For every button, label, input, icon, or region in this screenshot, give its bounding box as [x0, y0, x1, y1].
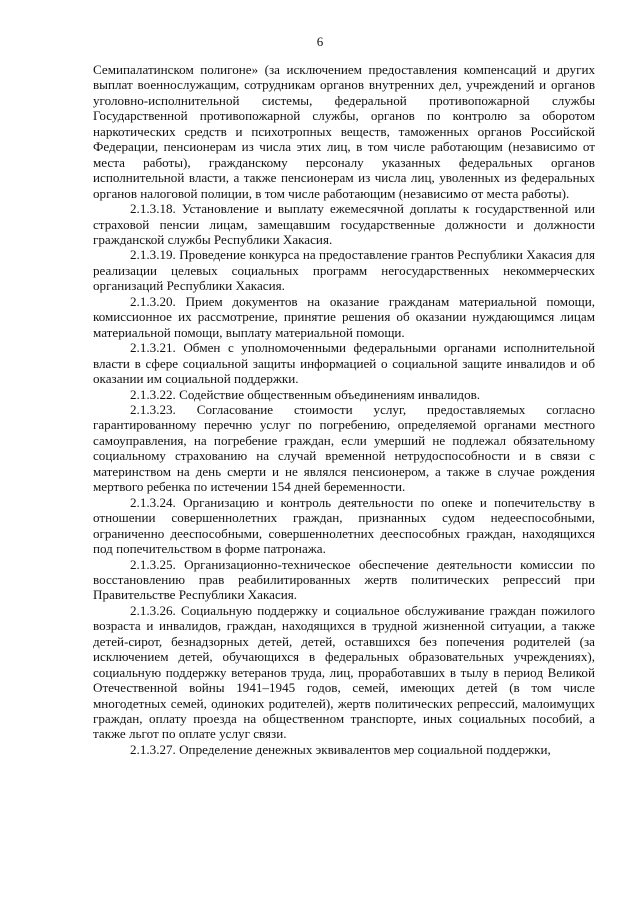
paragraph-2-1-3-26: 2.1.3.26. Социальную поддержку и социальное обслуживание граждан пожилого возраста и инвалидов, граждан, находящихся в трудной жизненной ситуации, а также детей-сирот, безнадзорных детей, детей, оставшихся без попечения родителей (за исключением детей, обучающихся в федеральных образовательных учреждениях), социальную поддержку ветеранов труда, лиц, проработавших в тылу в период Великой Отечественной войны 1941–1945 годов, семей, имеющих детей (в том числе многодетных семей, одиноких родителей), жертв политических репрессий, малоимущих граждан, оплату проезда на общественном транспорте, иных социальных пособий, а также льгот по оплате услуг связи. [93, 602, 595, 742]
paragraph-2-1-3-21: 2.1.3.21. Обмен с уполномоченными федеральными органами исполнительной власти в сфере социальной защиты информацией о социальной защите инвалидов и об оказании им социальной поддержки. [93, 340, 595, 387]
paragraph-continuation: Семипалатинском полигоне» (за исключением предоставления компенсаций и других выплат военнослужащим, сотрудникам органов внутренних дел, учреждений и органов уголовно-исполнительной системы, федеральной противопожарной службы Государственной противопожарной службы, органов по контролю за оборотом наркотических средств и психотропных веществ, таможенных органов Российской Федерации, пенсионерам из числа этих лиц, в том числе работающим (независимо от места работы), гражданскому персоналу указанных федеральных органов исполнительной власти, а также пенсионерам из числа лиц, уволенных из федеральных органов налоговой полиции, в том числе работающим (независимо от места работы). [93, 62, 595, 201]
document-body [93, 62, 595, 757]
paragraph-2-1-3-23: 2.1.3.23. Согласование стоимости услуг, предоставляемых согласно гарантированному перечню услуг по погребению, определяемой органами местного самоуправления, на погребение граждан, если умерший не подлежал обязательному социальному страхованию на случай временной нетрудоспособности и в связи с материнством на день смерти и не являлся пенсионером, а также в случае рождения мертвого ребенка по истечении 154 дней беременности. [93, 401, 595, 495]
paragraph-2-1-3-19: 2.1.3.19. Проведение конкурса на предоставление грантов Республики Хакасия для реализации целевых социальных программ негосударственных некоммерческих организаций Республики Хакасия. [93, 247, 595, 294]
page-number: 6 [316, 34, 324, 49]
paragraph-2-1-3-22: 2.1.3.22. Содействие общественным объединениям инвалидов. [130, 386, 481, 402]
paragraph-2-1-3-24: 2.1.3.24. Организацию и контроль деятельности по опеке и попечительству в отношении совершеннолетних граждан, признанных судом недееспособными, ограниченно дееспособными, совершеннолетних дееспособных граждан, находящихся под попечительством в форме патронажа. [93, 494, 595, 557]
paragraph-2-1-3-20: 2.1.3.20. Прием документов на оказание гражданам материальной помощи, комиссионное их рассмотрение, принятие решения об оказании нуждающимся лицам материальной помощи, выплату материальной помощи. [93, 293, 595, 340]
paragraph-2-1-3-25: 2.1.3.25. Организационно-техническое обеспечение деятельности комиссии по восстановлению прав реабилитированных жертв политических репрессий при Правительстве Республики Хакасия. [93, 556, 595, 603]
paragraph-2-1-3-27: 2.1.3.27. Определение денежных эквивалентов мер социальной поддержки, [130, 741, 551, 757]
paragraph-2-1-3-18: 2.1.3.18. Установление и выплату ежемесячной доплаты к государственной или страховой пенсии лицам, замещавшим государственные должности и должности гражданской службы Республики Хакасия. [93, 201, 595, 247]
